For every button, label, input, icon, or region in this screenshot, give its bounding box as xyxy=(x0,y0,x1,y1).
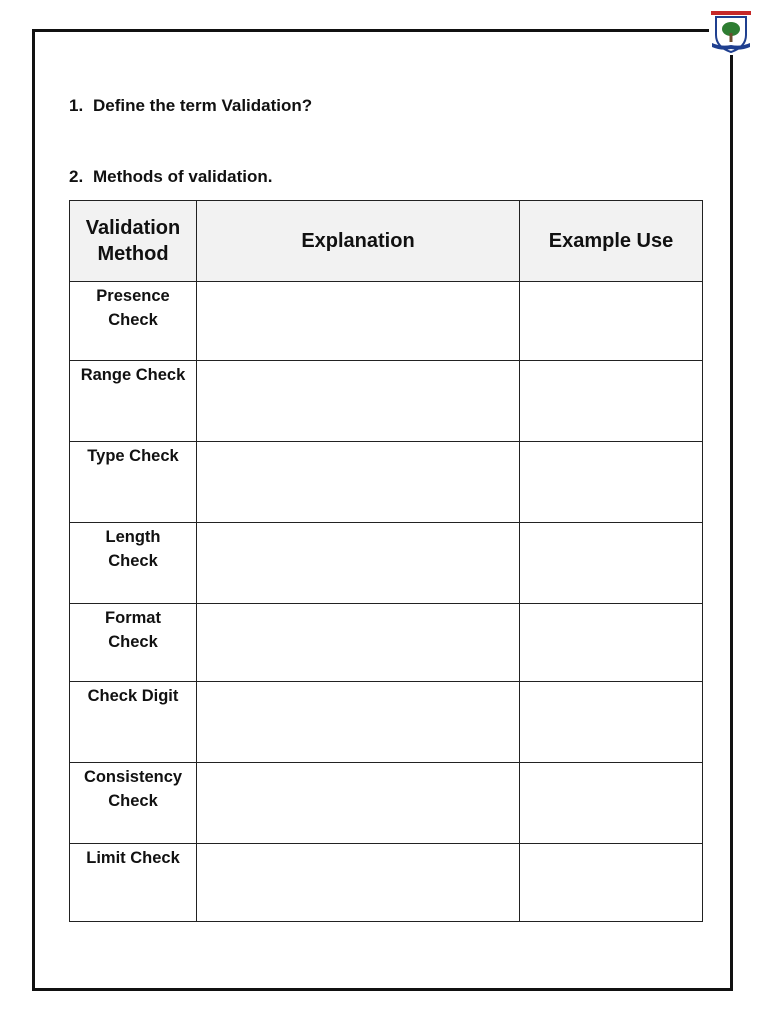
method-line1: Check Digit xyxy=(87,687,179,705)
question-2 xyxy=(69,167,272,187)
method-line2: Check xyxy=(108,552,158,570)
header-method-line1: Validation xyxy=(85,217,181,239)
method-line1: Length xyxy=(105,528,161,546)
school-crest-icon xyxy=(709,9,753,55)
question-1 xyxy=(69,96,312,116)
method-cell xyxy=(70,442,197,523)
example-cell[interactable] xyxy=(520,604,703,682)
header-method-line2: Method xyxy=(97,243,169,265)
explanation-cell[interactable] xyxy=(197,763,520,844)
table-row xyxy=(70,523,703,604)
method-line1: Presence xyxy=(96,287,170,305)
explanation-cell[interactable] xyxy=(197,604,520,682)
table-row xyxy=(70,682,703,763)
method-cell xyxy=(70,682,197,763)
method-line1: Limit Check xyxy=(86,849,180,867)
example-cell[interactable] xyxy=(520,682,703,763)
header-validation-method xyxy=(70,201,197,282)
question-2-number: 2. xyxy=(69,167,84,186)
explanation-cell[interactable] xyxy=(197,442,520,523)
method-line1: Consistency xyxy=(83,768,183,786)
method-line1: Format xyxy=(105,609,161,627)
method-cell xyxy=(70,604,197,682)
explanation-cell[interactable] xyxy=(197,844,520,922)
explanation-cell[interactable] xyxy=(197,523,520,604)
method-cell xyxy=(70,282,197,361)
method-cell xyxy=(70,763,197,844)
example-cell[interactable] xyxy=(520,361,703,442)
explanation-cell[interactable] xyxy=(197,682,520,763)
example-cell[interactable] xyxy=(520,523,703,604)
method-line2: Check xyxy=(108,792,158,810)
method-line2: Check xyxy=(108,311,158,329)
table-row xyxy=(70,844,703,922)
method-line2: Check xyxy=(108,633,158,651)
question-1-number: 1. xyxy=(69,96,84,115)
table-header-row xyxy=(70,201,703,282)
table-row xyxy=(70,604,703,682)
table-row xyxy=(70,282,703,361)
question-1-text: Define the term Validation? xyxy=(93,96,313,115)
validation-methods-table xyxy=(69,200,703,922)
method-cell xyxy=(70,361,197,442)
table-row xyxy=(70,763,703,844)
header-example-use: Example Use xyxy=(520,201,703,282)
method-cell xyxy=(70,523,197,604)
header-explanation: Explanation xyxy=(197,201,520,282)
example-cell[interactable] xyxy=(520,844,703,922)
example-cell[interactable] xyxy=(520,763,703,844)
method-cell xyxy=(70,844,197,922)
explanation-cell[interactable] xyxy=(197,361,520,442)
method-line1: Range Check xyxy=(80,366,186,384)
example-cell[interactable] xyxy=(520,442,703,523)
explanation-cell[interactable] xyxy=(197,282,520,361)
table-row xyxy=(70,361,703,442)
example-cell[interactable] xyxy=(520,282,703,361)
table-row xyxy=(70,442,703,523)
method-line1: Type Check xyxy=(87,447,179,465)
question-2-text: Methods of validation. xyxy=(93,167,273,186)
